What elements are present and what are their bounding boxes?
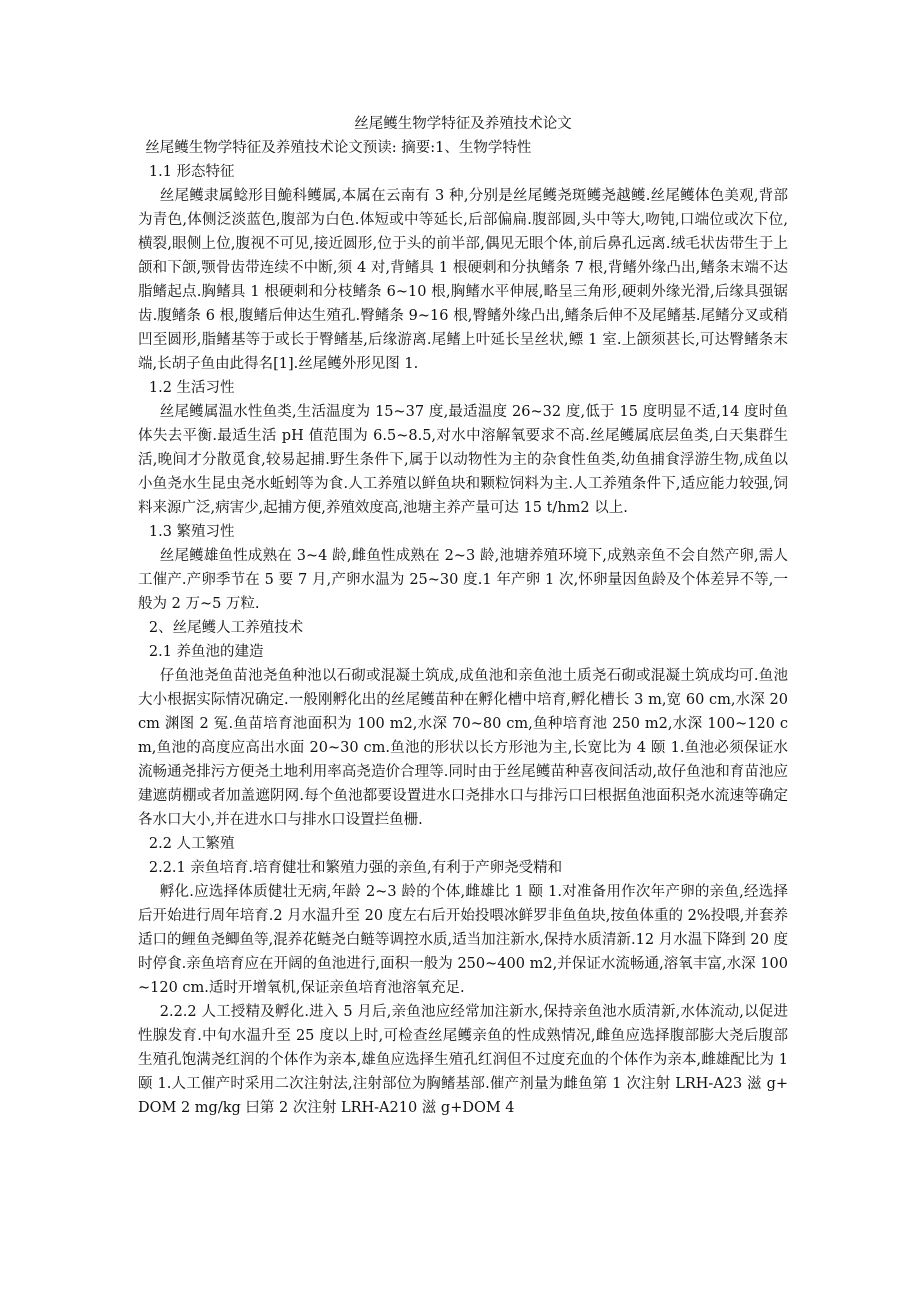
body-paragraph: 仔鱼池尧鱼苗池尧鱼种池以石砌或混凝土筑成,成鱼池和亲鱼池土质尧石砌或混凝土筑成均可.鱼池大小根据实际情况确定.一般刚孵化出的丝尾鳠苗种在孵化槽中培育,孵化槽长 3 m,宽 60 cm,水深 20 cm 渊图 2 冤.鱼苗培育池面积为 100 m2,水深 70~80 cm,鱼种培育池 250 m2,水深 100~120 cm,鱼池的高度应高出水面 20~30 cm.鱼池的形状以长方形池为主,长宽比为 4 颐 1.鱼池必须保证水流畅通尧排污方便尧土地利用率高尧造价合理等.同时由于丝尾鳠苗种喜夜间活动,故仔鱼池和育苗池应建遮荫棚或者加盖遮阴网.每个鱼池都要设置进水口尧排水口与排污口曰根据鱼池面积尧水流速等确定各水口大小,并在进水口与排水口设置拦鱼栅.	[138, 668, 788, 828]
document-body	[138, 112, 788, 1120]
section-heading: 2、丝尾鳠人工养殖技术	[148, 620, 304, 636]
section-heading: 1.3 繁殖习性	[148, 524, 235, 540]
section-heading: 2.1 养鱼池的建造	[148, 644, 264, 660]
body-paragraph: 2.2.1 亲鱼培育.培育健壮和繁殖力强的亲鱼,有利于产卵尧受精和	[148, 860, 563, 876]
body-paragraph: 2.2.2 人工授精及孵化.进入 5 月后,亲鱼池应经常加注新水,保持亲鱼池水质清新,水体流动,以促进性腺发育.中旬水温升至 25 度以上时,可检查丝尾鳠亲鱼的性成熟情况,雌鱼应选择腹部膨大尧后腹部生殖孔饱满尧红润的个体作为亲本,雄鱼应选择生殖孔红润但不过度充血的个体作为亲本,雌雄配比为 1 颐 1.人工催产时采用二次注射法,注射部位为胸鳍基部.催产剂量为雌鱼第 1 次注射 LRH-A23 滋 g+DOM 2 mg/kg 曰第 2 次注射 LRH-A210 滋 g+DOM 4	[138, 1004, 788, 1116]
body-paragraph: 孵化.应选择体质健壮无病,年龄 2~3 龄的个体,雌雄比 1 颐 1.对准备用作次年产卵的亲鱼,经选择后开始进行周年培育.2 月水温升至 20 度左右后开始投喂冰鲜罗非鱼鱼块,按鱼体重的 2%投喂,并套养适口的鲤鱼尧鲫鱼等,混养花鲢尧白鲢等调控水质,适当加注新水,保持水质清新.12 月水温下降到 20 度时停食.亲鱼培育应在开阔的鱼池进行,面积一般为 250~400 m2,并保证水流畅通,溶氧丰富,水深 100~120 cm.适时开增氧机,保证亲鱼培育池溶氧充足.	[138, 884, 788, 996]
paragraph-list	[138, 136, 788, 1120]
body-paragraph: 丝尾鳠雄鱼性成熟在 3~4 龄,雌鱼性成熟在 2~3 龄,池塘养殖环境下,成熟亲鱼不会自然产卵,需人工催产.产卵季节在 5 要 7 月,产卵水温为 25~30 度.1 年产卵 1 次,怀卵量因鱼龄及个体差异不等,一般为 2 万~5 万粒.	[138, 548, 788, 612]
body-paragraph: 丝尾鳠属温水性鱼类,生活温度为 15~37 度,最适温度 26~32 度,低于 15 度明显不适,14 度时鱼体失去平衡.最适生活 pH 值范围为 6.5~8.5,对水中溶解氧要求不高.丝尾鳠属底层鱼类,白天集群生活,晚间才分散觅食,较易起捕.野生条件下,属于以动物性为主的杂食性鱼类,幼鱼捕食浮游生物,成鱼以小鱼尧水生昆虫尧水蚯蚓等为食.人工养殖以鲜鱼块和颗粒饲料为主.人工养殖条件下,适应能力较强,饲料来源广泛,病害少,起捕方便,养殖效度高,池塘主养产量可达 15 t/hm2 以上.	[138, 404, 788, 516]
document-title: 丝尾鳠生物学特征及养殖技术论文	[354, 116, 572, 132]
section-heading: 1.1 形态特征	[148, 164, 235, 180]
body-paragraph: 丝尾鳠隶属鲶形目鮠科鳠属,本属在云南有 3 种,分别是丝尾鳠尧斑鳠尧越鳠.丝尾鳠体色美观,背部为青色,体侧泛淡蓝色,腹部为白色.体短或中等延长,后部偏扁.腹部圆,头中等大,吻钝,口端位或次下位,横裂,眼侧上位,腹视不可见,接近圆形,位于头的前半部,偶见无眼个体,前后鼻孔远离.绒毛状齿带生于上颌和下颌,颚骨齿带连续不中断,须 4 对,背鳍具 1 根硬刺和分执鳍条 7 根,背鳍外缘凸出,鳍条末端不达脂鳍起点.胸鳍具 1 根硬刺和分枝鳍条 6~10 根,胸鳍水平伸展,略呈三角形,硬刺外缘光滑,后缘具强锯齿.腹鳍条 6 根,腹鳍后伸达生殖孔.臀鳍条 9~16 根,臀鳍外缘凸出,鳍条后伸不及尾鳍基.尾鳍分叉或稍凹至圆形,脂鳍基等于或长于臀鳍基,后缘游离.尾鳍上叶延长呈丝状,鳔 1 室.上颌须甚长,可达臀鳍条末端,长胡子鱼由此得名[1].丝尾鳠外形见图 1.	[138, 188, 788, 372]
section-heading: 2.2 人工繁殖	[148, 836, 235, 852]
section-heading: 1.2 生活习性	[148, 380, 235, 396]
abstract-lead: 丝尾鳠生物学特征及养殖技术论文预读: 摘要:1、生物学特性	[145, 140, 532, 156]
